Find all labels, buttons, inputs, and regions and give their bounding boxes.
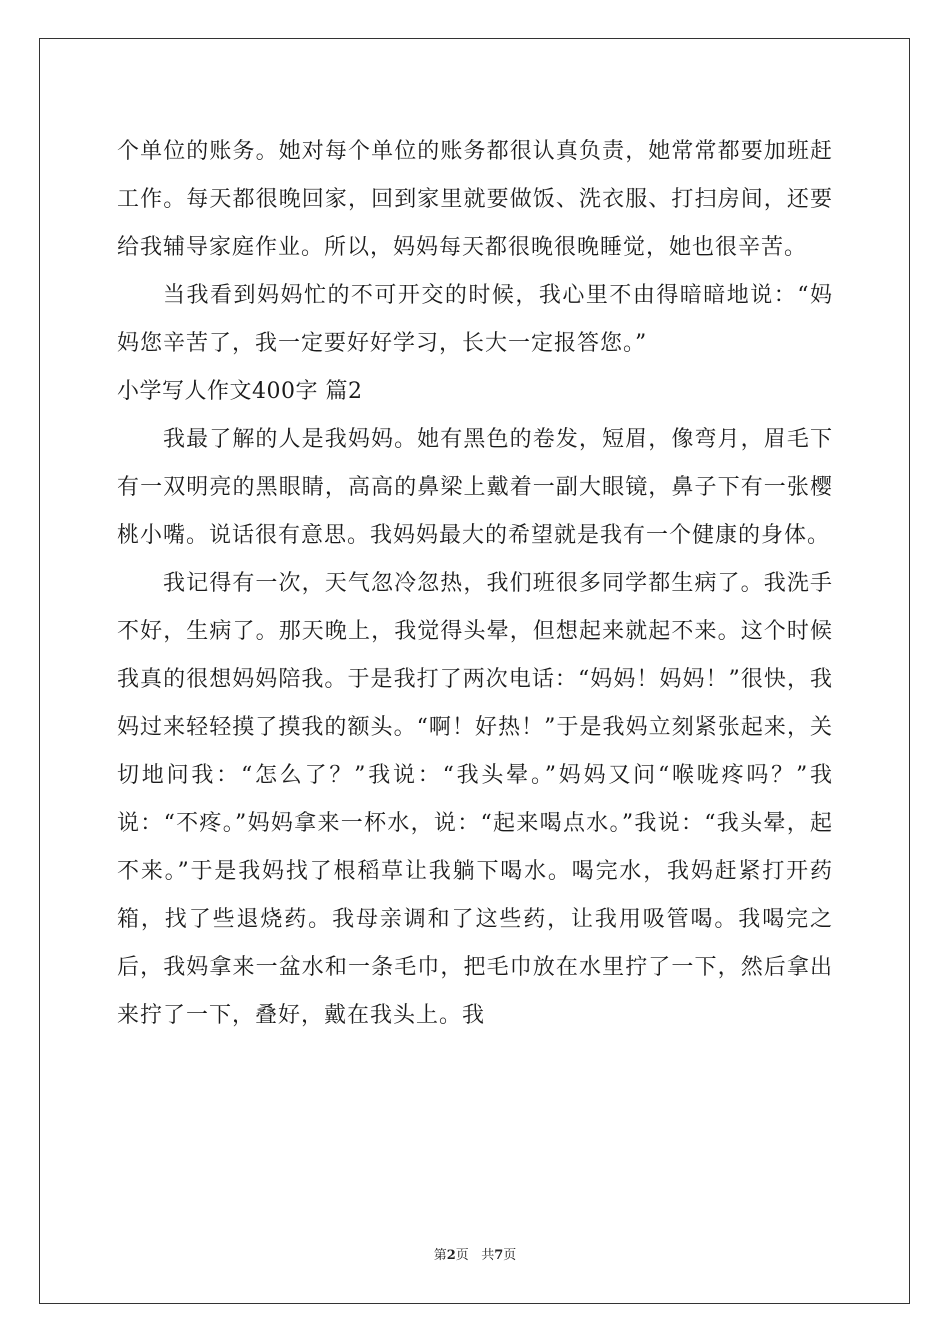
total-suffix: 页 — [503, 1248, 517, 1263]
section-paragraph-2: 我记得有一次，天气忽冷忽热，我们班很多同学都生病了。我洗手不好，生病了。那天晚上，我觉得头晕，但想起来就起不来。这个时候我真的很想妈妈陪我。于是我打了两次电话：“妈妈！妈妈！”很快，我妈过来轻轻摸了摸我的额头。“啊！好热！”于是我妈立刻紧张起来，关切地问我：“怎么了？”我说：“我头晕。”妈妈又问“喉咙疼吗？”我说：“不疼。”妈妈拿来一杯水，说：“起来喝点水。”我说：“我头晕，起不来。”于是我妈找了根稻草让我躺下喝水。喝完水，我妈赶紧打开药箱，找了些退烧药。我母亲调和了这些药，让我用吸管喝。我喝完之后，我妈拿来一盆水和一条毛巾，把毛巾放在水里拧了一下，然后拿出来拧了一下，叠好，戴在我头上。我 — [117, 571, 834, 1028]
paragraph-2: 当我看到妈妈忙的不可开交的时候，我心里不由得暗暗地说：“妈妈您辛苦了，我一定要好好学习，长大一定报答您。” — [117, 283, 833, 356]
total-prefix: 共 — [481, 1248, 495, 1263]
page-prefix: 第 — [433, 1248, 447, 1263]
page-suffix: 页 — [455, 1248, 469, 1263]
section-paragraph-1: 我最了解的人是我妈妈。她有黑色的卷发，短眉，像弯月，眉毛下有一双明亮的黑眼睛，高高的鼻梁上戴着一副大眼镜，鼻子下有一张樱桃小嘴。说话很有意思。我妈妈最大的希望就是我有一个健康的身体。 — [117, 427, 833, 548]
paragraph-1: 个单位的账务。她对每个单位的账务都很认真负责，她常常都要加班赶工作。每天都很晚回家，回到家里就要做饭、洗衣服、打扫房间，还要给我辅导家庭作业。所以，妈妈每天都很晚很晚睡觉，她也很辛苦。 — [117, 139, 833, 260]
page-number: 2 — [446, 1248, 456, 1263]
page-footer — [0, 1246, 950, 1266]
section-heading: 小学写人作文400字 篇2 — [117, 379, 363, 404]
document-body — [117, 128, 833, 1040]
total-pages: 7 — [494, 1248, 504, 1263]
